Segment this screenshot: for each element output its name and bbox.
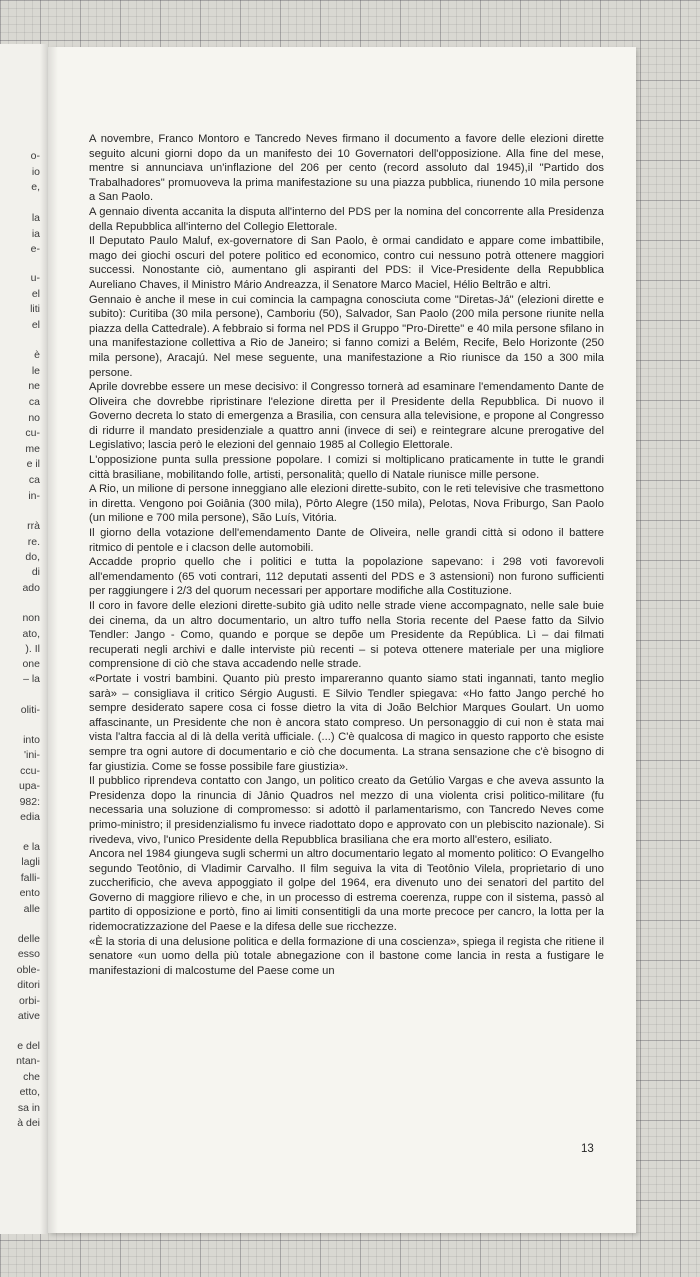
left-page-fragment: ento bbox=[19, 887, 40, 899]
left-page-fragment: ato, bbox=[22, 628, 40, 640]
left-page-fragment: che bbox=[23, 1071, 40, 1083]
left-page-fragment: do, bbox=[25, 551, 40, 563]
left-page-fragment: oble- bbox=[16, 964, 40, 976]
left-page-fragment: delle bbox=[17, 933, 40, 945]
left-page-fragment: etto, bbox=[19, 1086, 40, 1098]
paragraph: L'opposizione punta sulla pressione popolare. I comizi si moltiplicano praticamente in tutte le grandi città brasiliane, mobilitando folle, artisti, personalità; quello di Natale riunisce mille persone. bbox=[89, 454, 604, 481]
page-number: 13 bbox=[581, 1143, 594, 1155]
left-page-fragment: ne bbox=[28, 380, 40, 392]
left-page-fragment: u- bbox=[30, 272, 40, 284]
left-page-fragment: ). Il bbox=[25, 643, 40, 655]
left-page-fragment: el bbox=[31, 288, 40, 300]
left-page-fragment: sa in bbox=[17, 1102, 40, 1114]
left-page-fragment: el bbox=[31, 319, 40, 331]
paragraph: «Portate i vostri bambini. Quanto più presto impareranno quanto siamo stati ingannati, tanto meglio sarà» – consigliava il critico Sérgio Augusti. E Silvio Tendler spiegava: «Ho fatto Jango perché ho sempre desiderato sapere cosa ci fosse dietro la vita di João Belchior Marques Goulart. Un uomo affascinante, un Presidente che non è ancora stato compreso. Un personaggio di cui non è stata mai vista l'altra faccia al di là della verità ufficiale. (...) C'è qualcosa di magico in questo rapporto che esiste sempre tra ogni autore di documentario e ciò che documenta. La strana sensazione che c'è bisogno di far giustizia. Come se fosse possibile fare giustizia». bbox=[89, 672, 604, 773]
paragraph: Il coro in favore delle elezioni dirette-subito già udito nelle strade viene accompagnato, nelle sale buie dei cinema, da un altro documentario, un altro tuffo nella Storia recente del Paese fatto da Silvio Tendler: Jango - Como, quando e porque se depõe um Presidente da República. Lì – dai filmati recuperati negli archivi e dalle interviste più recenti – si poteva ottenere materiale per una migliore comprensione di ciò che stava accadendo nelle strade. bbox=[89, 600, 604, 671]
left-page-fragment: falli- bbox=[20, 872, 40, 884]
left-page-fragment: io bbox=[31, 166, 40, 178]
body-text bbox=[89, 132, 604, 978]
left-facing-page bbox=[0, 44, 49, 1234]
left-page-fragment: 982: bbox=[19, 796, 40, 808]
left-page-fragment: e la bbox=[23, 841, 40, 853]
left-page-fragment: edia bbox=[20, 811, 40, 823]
left-page-fragment: e il bbox=[26, 458, 40, 470]
left-page-fragment: me bbox=[25, 443, 40, 455]
left-page-fragment: è bbox=[34, 349, 40, 361]
left-page-fragment: le bbox=[31, 365, 40, 377]
left-page-fragment: ntan- bbox=[16, 1055, 40, 1067]
left-page-fragment: la bbox=[31, 212, 40, 224]
left-page-fragment: orbi- bbox=[18, 995, 40, 1007]
left-page-fragment: upa- bbox=[18, 780, 40, 792]
left-page-fragment: into bbox=[23, 734, 40, 746]
left-page-fragment: re. bbox=[27, 536, 40, 548]
paragraph: Il giorno della votazione dell'emendamento Dante de Oliveira, nelle grandi città si odono il battere ritmico di pentole e i clacson delle automobili. bbox=[89, 527, 604, 554]
left-page-fragment: – la bbox=[23, 673, 40, 685]
paragraph: Accadde proprio quello che i politici e tutta la popolazione sapevano: i 298 voti favorevoli all'emendamento (65 voti contrari, 112 deputati assenti del PDS e 3 astensioni) non furono sufficienti per raggiungere i 2/3 del quorum necessari per apportare modifiche alla Costituzione. bbox=[89, 556, 604, 598]
page-gutter-shadow bbox=[48, 47, 58, 1233]
paragraph: Ancora nel 1984 giungeva sugli schermi un altro documentario legato al momento politico: O Evangelho segundo Teotônio, di Vladimir Carvalho. Il film seguiva la vita di Teotônio Vilela, proprietario di uno zuccherificio, che aveva appoggiato il golpe del 1964, era divenuto uno dei senatori del partito del Governo di maggiore rilievo e che, in un processo di estrema coerenza, ruppe con il sistema, passò al partito di opposizione e portò, fino ai limiti consentitigli da una morte precoce per cancro, la lotta per la ridemocratizzazione del Paese e la difesa delle sue ricchezze. bbox=[89, 848, 604, 934]
left-page-fragment: e, bbox=[31, 181, 40, 193]
left-page-fragment: à dei bbox=[17, 1117, 40, 1129]
left-page-fragment: cu- bbox=[25, 427, 40, 439]
left-page-fragment: one bbox=[22, 658, 40, 670]
left-page-fragment: rrà bbox=[27, 520, 40, 532]
left-page-fragment: non bbox=[22, 612, 40, 624]
left-page-fragment: oliti- bbox=[20, 704, 40, 716]
left-page-fragment: esso bbox=[17, 948, 40, 960]
paragraph: A Rio, un milione di persone inneggiano alle elezioni dirette-subito, con le reti televisive che trasmettono in diretta. Vengono poi Goiânia (300 mila), Pôrto Alegre (150 mila), Pelotas, Nova Friburgo, San Paolo (un milione e 700 mila persone), São Luís, Vitória. bbox=[89, 483, 604, 525]
left-page-fragment: ca bbox=[28, 474, 40, 486]
left-page-fragment: ative bbox=[17, 1010, 40, 1022]
left-page-fragment: in- bbox=[28, 490, 40, 502]
paragraph: Aprile dovrebbe essere un mese decisivo: il Congresso tornerà ad esaminare l'emendamento Dante de Oliveira che dovrebbe ripristinare l'elezione diretta per il Presidente della Repubblica. Di nuovo il Governo decreta lo stato di emergenza a Brasilia, con censura alla televisione, e propone al Congresso di ridurre il mandato presidenziale a quattro anni (invece di sei) e reintegrare alcune prerogative del Legislativo; lascia però le elezioni del gennaio 1985 al Collegio Elettorale. bbox=[89, 381, 604, 452]
left-page-fragment: alle bbox=[23, 903, 40, 915]
left-page-fragment: e- bbox=[30, 243, 40, 255]
paragraph: A novembre, Franco Montoro e Tancredo Neves firmano il documento a favore delle elezioni dirette seguito alcuni giorni dopo da un manifesto dei 10 Governatori dell'opposizione. Alla fine del mese, mentre si annunciava un'inflazione del 206 per cento (record assoluto dal 1945),il "Partido dos Trabalhadores" promuoveva la prima manifestazione su una piazza pubblica, riunendo 10 mila persone a San Paolo. bbox=[89, 133, 604, 204]
paragraph: Gennaio è anche il mese in cui comincia la campagna conosciuta come "Diretas-Já" (elezioni dirette e subito): Curitiba (30 mila persone), Camboriu (50), Salvador, San Paolo (200 mila persone riunite nella piazza della Cattedrale). A febbraio si forma nel PDS il Gruppo "Pro-Dirette" e 40 mila persone sfilano in una manifestazione collettiva a Rio de Janeiro; si fanno comizi a Belém, Recife, Belo Horizonte (250 mila persone), Aracajú. Nel mese seguente, una manifestazione a Rio riunisce da 150 a 300 mila persone. bbox=[89, 293, 604, 379]
left-page-gutter-shadow bbox=[40, 44, 48, 1234]
paragraph: A gennaio diventa accanita la disputa all'interno del PDS per la nomina del concorrente alla Presidenza della Repubblica all'interno del Collegio Elettorale. bbox=[89, 205, 604, 233]
left-page-fragment: 'ini- bbox=[23, 749, 40, 761]
document-page bbox=[48, 47, 636, 1233]
left-page-fragment: ditori bbox=[17, 979, 40, 991]
paragraph: Il Deputato Paulo Maluf, ex-governatore di San Paolo, è ormai candidato e appare come imbattibile, mago dei giochi oscuri del potere politico ed economico, contro cui nessuno potrà ottenere maggiori successi. Nonostante ciò, aumentano gli aspiranti del PDS: il Vice-Presidente della Repubblica Aureliano Chaves, il Ministro Mário Andreazza, il Senatore Marco Maciel, Hélio Beltrão e altri. bbox=[89, 235, 604, 291]
left-page-fragment: o- bbox=[30, 150, 40, 162]
left-page-fragment: e del bbox=[17, 1040, 40, 1052]
left-page-fragment: lagli bbox=[21, 856, 40, 868]
left-page-fragment: ia bbox=[31, 228, 40, 240]
left-page-fragment: ccu- bbox=[20, 765, 40, 777]
left-page-fragment: no bbox=[28, 412, 40, 424]
left-page-fragment: liti bbox=[30, 303, 40, 315]
left-page-fragment: ca bbox=[28, 396, 40, 408]
paragraph: Il pubblico riprendeva contatto con Jango, un politico creato da Getúlio Vargas e che aveva assunto la Presidenza dopo la rinuncia di Jânio Quadros nel mezzo di una violenta crisi politico-militare (fu necessaria una soluzione di compromesso: si adottò il parlamentarismo, con Tancredo Neves come primo-ministro; il presidenzialismo fu invece riadottato dopo e approvato con un plebiscito nazionale). Si rivedeva, vivo, l'unico Presidente della Repubblica brasiliana che era morto all'estero, esiliato. bbox=[89, 775, 604, 846]
paragraph: «È la storia di una delusione politica e della formazione di una coscienza», spiega il regista che ritiene il senatore «un uomo della più totale abnegazione con il bastone come lancia in resta a fustigare le manifestazioni di malcostume del Paese come un bbox=[89, 935, 604, 977]
left-page-fragment: di bbox=[31, 566, 40, 578]
left-page-fragment: ado bbox=[22, 582, 40, 594]
